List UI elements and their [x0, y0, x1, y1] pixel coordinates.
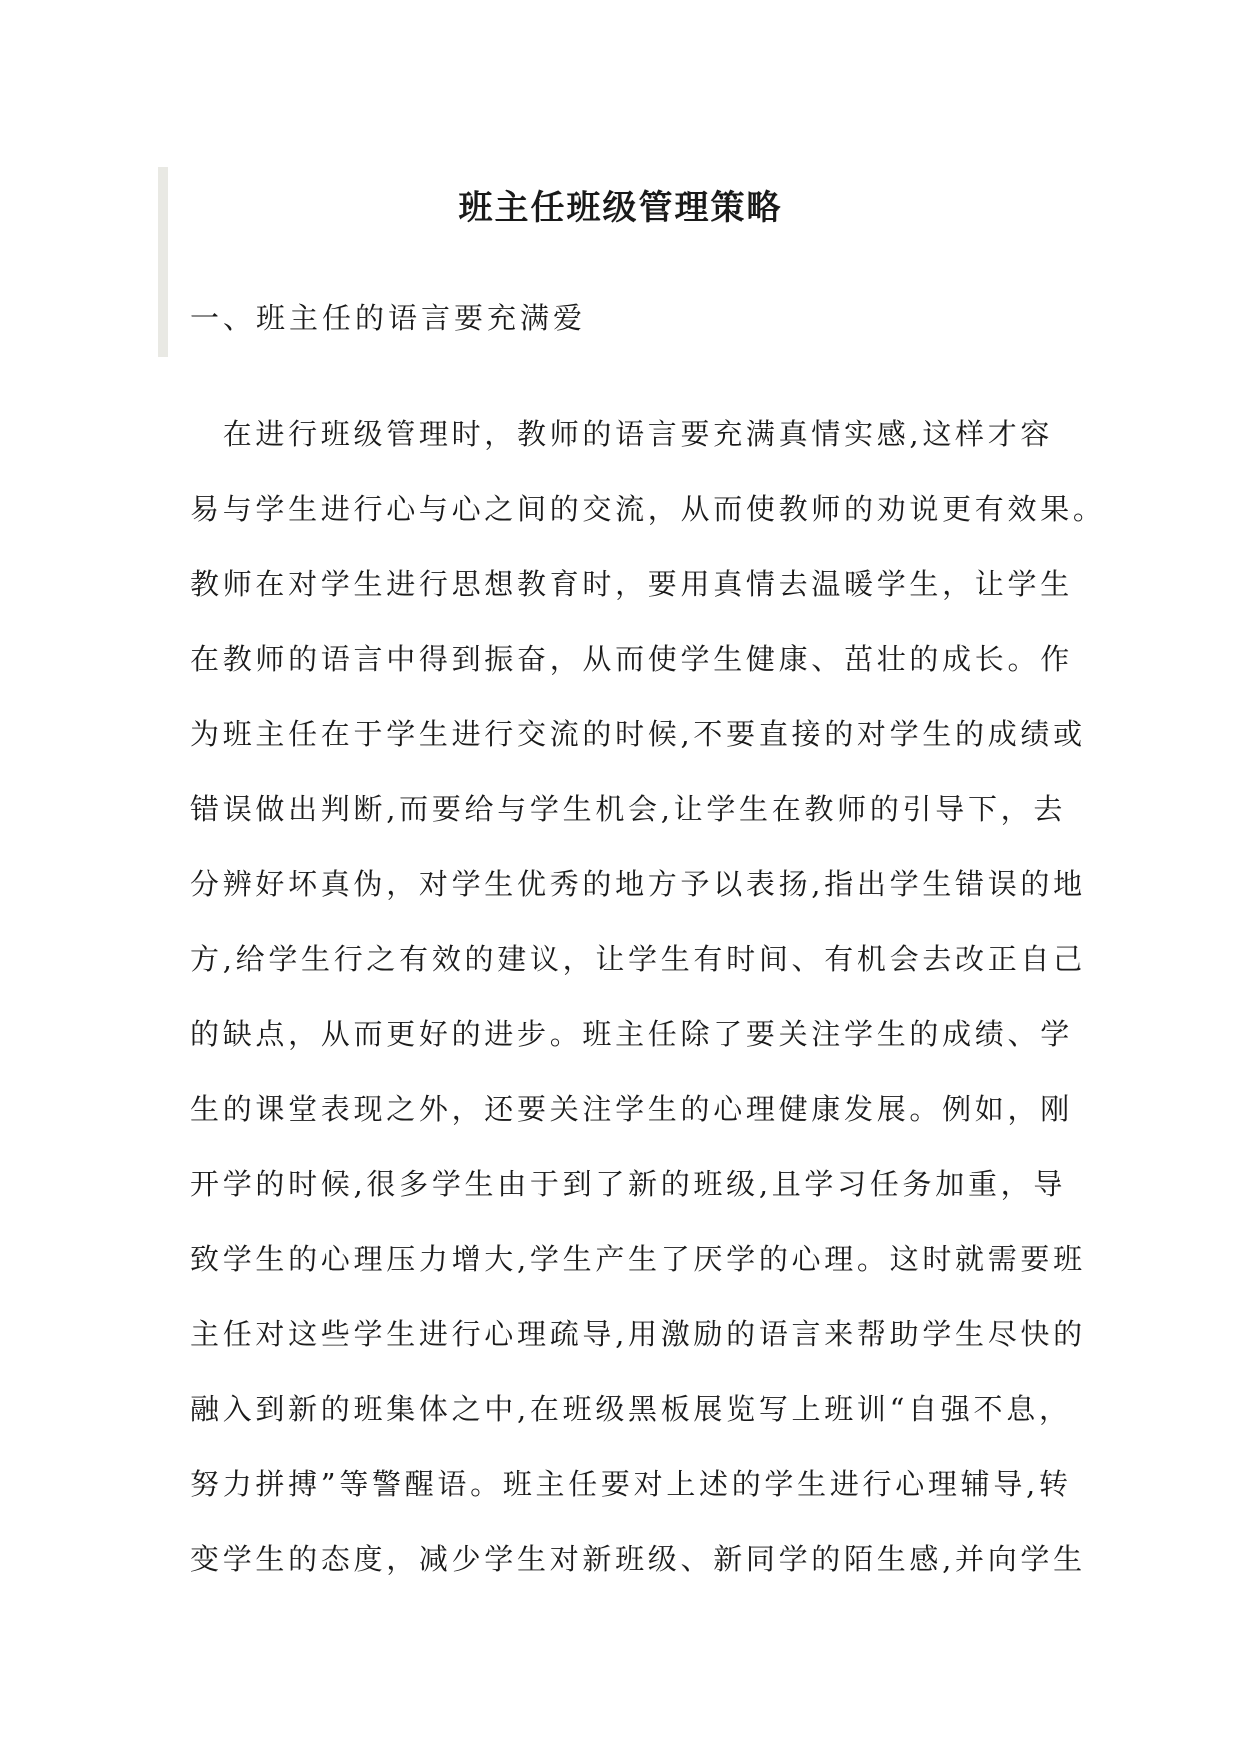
section-heading: 一、班主任的语言要充满爱: [190, 301, 587, 335]
paragraph-line: 分辨好坏真伪，对学生优秀的地方予以表扬,指出学生错误的地: [190, 867, 1086, 901]
paragraph-line: 变学生的态度，减少学生对新班级、新同学的陌生感,并向学生: [190, 1542, 1086, 1576]
paragraph-line: 错误做出判断,而要给与学生机会,让学生在教师的引导下，去: [190, 792, 1067, 826]
paragraph-line: 致学生的心理压力增大,学生产生了厌学的心理。这时就需要班: [190, 1242, 1086, 1276]
paragraph-line: 开学的时候,很多学生由于到了新的班级,且学习任务加重，导: [190, 1167, 1067, 1201]
paragraph-line: 易与学生进行心与心之间的交流，从而使教师的劝说更有效果。: [190, 492, 1106, 526]
paragraph-line: 生的课堂表现之外，还要关注学生的心理健康发展。例如，刚: [190, 1092, 1073, 1126]
paragraph-line: 在进行班级管理时，教师的语言要充满真情实感,这样才容: [190, 417, 1054, 451]
paragraph-line: 教师在对学生进行思想教育时，要用真情去温暖学生，让学生: [190, 567, 1073, 601]
paragraph-line: 为班主任在于学生进行交流的时候,不要直接的对学生的成绩或: [190, 717, 1086, 751]
body-paragraph: [190, 412, 1106, 1612]
paragraph-line: 融入到新的班集体之中,在班级黑板展览写上班训“自强不息，: [190, 1392, 1072, 1426]
paragraph-line: 努力拼搏”等警醒语。班主任要对上述的学生进行心理辅导,转: [190, 1467, 1072, 1501]
document-title: 班主任班级管理策略: [458, 188, 783, 228]
paragraph-line: 在教师的语言中得到振奋，从而使学生健康、茁壮的成长。作: [190, 642, 1073, 676]
paragraph-line: 的缺点，从而更好的进步。班主任除了要关注学生的成绩、学: [190, 1017, 1073, 1051]
paragraph-line: 方,给学生行之有效的建议，让学生有时间、有机会去改正自己: [190, 942, 1086, 976]
paragraph-line: 主任对这些学生进行心理疏导,用激励的语言来帮助学生尽快的: [190, 1317, 1086, 1351]
